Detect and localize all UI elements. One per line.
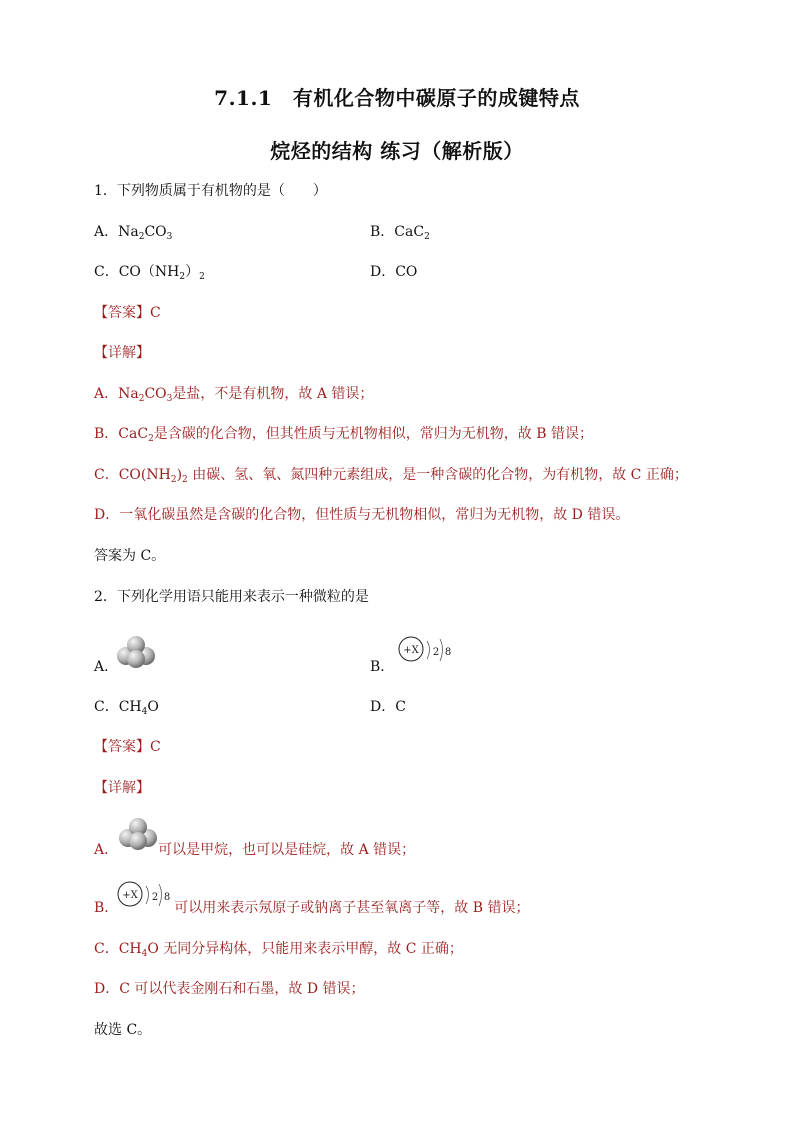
q2-option-a-label: A．	[94, 659, 119, 675]
q1-option-d: D．CO	[370, 264, 418, 280]
q2-option-c: C．$CH_4O$	[94, 699, 159, 717]
q2-explanation-b: B． 可以用来表示氖原子或钠离子甚至氧离子等，故 B 错误；	[94, 900, 530, 916]
q1-option-c: C．$CO(NH_2)_2$	[94, 264, 205, 282]
atom-nucleus-label: +X	[122, 890, 138, 901]
atom-shell-1-count: 2	[432, 647, 440, 658]
q2-conclusion: 故选 C。	[94, 1022, 152, 1038]
q1-explanation-d: D．一氧化碳虽然是含碳的化合物，但性质与无机物相似，常归为无机物，故 D 错误。	[94, 507, 630, 523]
q2-explanation-a: A． 可以是甲烷，也可以是硅烷，故 A 错误；	[94, 842, 416, 858]
q1-answer: 【答案】C	[94, 305, 161, 321]
q2-detail-label: 【详解】	[94, 780, 150, 796]
space-filling-molecule-icon	[114, 634, 158, 670]
atom-shell-1-count: 2	[151, 892, 159, 903]
q1-explanation-c: C．$CO(NH_2)_2$ 由碳、氢、氧、氮四种元素组成，是一种含碳的化合物，为有机物，故 C 正确；	[94, 467, 688, 485]
q2-explanation-c: C．$CH_4O$ 无同分异构体，只能用来表示甲醇，故 C 正确；	[94, 941, 463, 959]
atom-structure-icon	[397, 635, 457, 667]
q2-option-b-label: B．	[370, 659, 395, 675]
space-filling-molecule-icon	[116, 816, 160, 852]
q1-option-b: B．CaC$_2$	[370, 224, 430, 242]
q1-conclusion: 答案为 C。	[94, 548, 166, 564]
page-subtitle: 烷烃的结构 练习（解析版）	[270, 139, 524, 163]
atom-structure-icon	[116, 880, 176, 912]
atom-shell-2-count: 8	[163, 892, 171, 903]
q2-option-d: D．C	[370, 699, 406, 715]
q2-explanation-d: D．C 可以代表金刚石和石墨，故 D 错误；	[94, 981, 365, 997]
q2-answer: 【答案】C	[94, 739, 161, 755]
q1-option-a: A．$Na_2CO_3$	[94, 224, 173, 242]
q1-explanation-a: A．$Na_2CO_3$是盐，不是有机物，故 A 错误；	[94, 386, 374, 404]
q1-explanation-b: B．CaC$_2$是含碳的化合物，但其性质与无机物相似，常归为无机物，故 B 错误；	[94, 426, 593, 444]
atom-shell-2-count: 8	[444, 647, 452, 658]
atom-nucleus-label: +X	[403, 645, 419, 656]
q1-detail-label: 【详解】	[94, 345, 150, 361]
q2-stem: 2．下列化学用语只能用来表示一种微粒的是	[94, 589, 369, 605]
page-title: 7.1.1 有机化合物中碳原子的成键特点	[214, 86, 580, 110]
q1-stem: 1．下列物质属于有机物的是（ ）	[94, 183, 327, 199]
